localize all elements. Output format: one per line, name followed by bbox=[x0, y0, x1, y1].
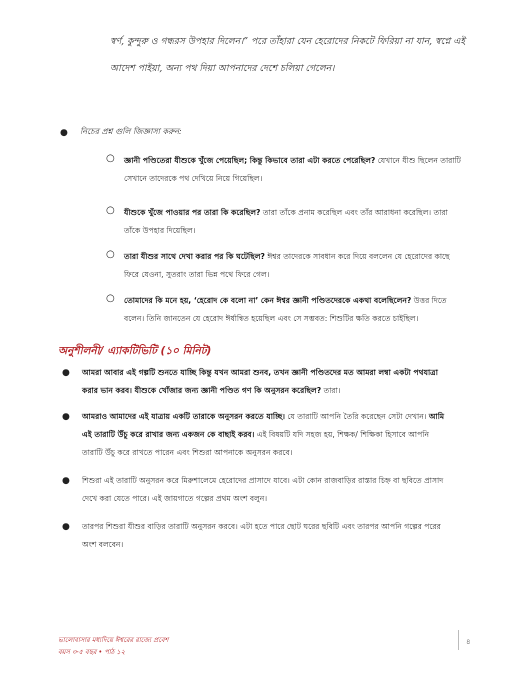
question-item-4 bbox=[106, 292, 486, 328]
activity-bold-text: আমি bbox=[428, 412, 445, 421]
page-number: ৪ bbox=[466, 638, 471, 646]
bullet-icon: ● bbox=[62, 476, 70, 486]
answer-text-cont: বলেন। তিনি জানতেন যে হেরোদ ঈর্ষান্বিত হয়েছিল এবং সে সম্ভবত: শিশুটির ক্ষতি করতে চাইছিল। bbox=[124, 314, 419, 323]
footer-divider bbox=[458, 630, 459, 650]
hollow-bullet-icon: ○ bbox=[106, 293, 115, 304]
section-title: অনুশীলনী/ এ্যাকটিভিটি (১০ মিনিট) bbox=[58, 345, 212, 357]
activity-text: তারাটি উঁচু করে রাখতে পারেন এবং শিশুরা আপনাকে অনুসরন করবে। bbox=[82, 448, 293, 457]
hollow-bullet-icon: ○ bbox=[106, 249, 115, 260]
activity-bold-text: এই তারাটি উঁচু করে রাখার জন্য একজন কে বাছাই করব। bbox=[82, 430, 255, 439]
activity-text: এই বিষয়টি যদি সহজ হয়, শিক্ষক/ শিক্ষিকা হিসাবে আপনি bbox=[254, 430, 429, 439]
bullet-icon: ● bbox=[62, 368, 70, 378]
activity-item-1 bbox=[62, 364, 482, 400]
answer-text-cont: সেখানে তাদেরকে পথ দেখিয়ে নিয়ে গিয়েছিল। bbox=[124, 174, 263, 183]
activity-item-3 bbox=[62, 472, 482, 508]
question-item-2 bbox=[106, 204, 486, 240]
question-item-3 bbox=[106, 248, 486, 284]
quote-line-2: আদেশ পাইয়া, অন্য পথ দিয়া আপনাদের দেশে চলিয়া গেলেন। bbox=[110, 63, 335, 74]
activity-bold-text: করার ভান করব। যীশুকে খোঁজার জন্য জ্ঞানী পণ্ডিত গণ কি অনুসরন করেছিল? bbox=[82, 386, 322, 395]
answer-text: তারা তাঁকে প্রনাম করেছিল এবং তাঁর আরাধনা করেছিল। তারা bbox=[260, 208, 448, 217]
activity-bold-text: আমরা আবার এই গল্পটি শুনতে যাচ্ছি কিন্তু যখন আমরা শুনব, তখন জ্ঞানী পণ্ডিতদের মত আমরা লম্বা একটা পথযাত্রা bbox=[82, 368, 438, 377]
hollow-bullet-icon: ○ bbox=[106, 205, 115, 216]
activity-text: যে তারাটি আপনি তৈরি করেছেন সেটা দেখান। bbox=[285, 412, 429, 421]
activity-text: শিশুরা এই তারাটি অনুসরন করে মিরুশালেমে হেরোদের প্রাসাদে যাবে। এটা কোন রাজবাড়ির রাস্তার চিহ্ন বা ছবিতে প্রাসাদ bbox=[82, 476, 444, 485]
activity-text: তারপর শিশুরা যীশুর বাড়ির তারাটি অনুসরন করবে। এটা হতে পারে ছোট ঘরের ছবিটি এবং তারপর আপনি গল্পের পরের bbox=[82, 522, 441, 531]
answer-text-cont: তাঁকে উপহার দিয়েছিল। bbox=[124, 226, 196, 235]
activity-text: অংশ বলবেন। bbox=[82, 540, 124, 549]
question-item-1 bbox=[106, 152, 486, 188]
question-text: তোমাদের কি মনে হয়, ‘হেরোদ কে বলো না’ কেন ঈশ্বর জ্ঞানী পণ্ডিতদেরকে একথা বলেছিলেন? bbox=[124, 296, 412, 305]
answer-text-cont: ফিরে যেওনা, সুতরাং তারা ভিন্ন পথে ফিরে গেল। bbox=[124, 270, 270, 279]
activity-text: দেখে করা যেতে পারে। এই জায়গাতে গল্পের প্রথম অংশ বলুন। bbox=[82, 494, 268, 503]
bullet-icon: ● bbox=[62, 522, 70, 532]
activity-item-4 bbox=[62, 518, 482, 554]
activity-bold-text: আমরাও আমাদের এই যাত্রায় একটি তারাকে অনুসরন করতে যাচ্ছি। bbox=[82, 412, 286, 421]
question-text: তারা যীশুর সাথে দেখা করার পর কি ঘটেছিল? bbox=[124, 252, 265, 261]
answer-text: ঈশ্বর তাদেরকে সাবধান করে দিয়ে বললেন যে হেরোদের কাছে bbox=[264, 252, 450, 261]
question-text: জ্ঞানী পণ্ডিতেরা যীশুকে খুঁজে পেয়েছিল; কিন্তু কিভাবে তারা এটা করতে পেরেছিল? bbox=[124, 156, 376, 165]
answer-text: যেখানে যীশু ছিলেন তারাটি bbox=[375, 156, 461, 165]
activity-item-2 bbox=[62, 408, 482, 462]
activity-text: তারা। bbox=[321, 386, 341, 395]
footer-title: ভালোবাসার মধ্যদিয়ে ঈশ্বরের রাজ্যে প্রবেশ bbox=[58, 636, 169, 644]
quote-line-1: স্বর্ণ, কুন্দুরু ও গন্ধরস উপহার দিলেন।” পরে তাঁহারা যেন হেরোদের নিকটে ফিরিয়া না যান, স্বপ্নে এই bbox=[110, 36, 466, 47]
footer-subtitle: বয়স ৩-৫ বছর • পাঠ ১২ bbox=[58, 648, 125, 656]
answer-text: উত্তর দিতে bbox=[411, 296, 447, 305]
instruction-text: নিচের প্রশ্ন গুলি জিজ্ঞাসা করুন: bbox=[80, 127, 182, 136]
question-text: যীশুকে খুঁজে পাওয়ার পর তারা কি করেছিল? bbox=[124, 208, 261, 217]
hollow-bullet-icon: ○ bbox=[106, 153, 115, 164]
bullet-icon: ● bbox=[62, 412, 70, 422]
bullet-icon: ● bbox=[60, 127, 68, 138]
instruction-row bbox=[60, 126, 182, 139]
